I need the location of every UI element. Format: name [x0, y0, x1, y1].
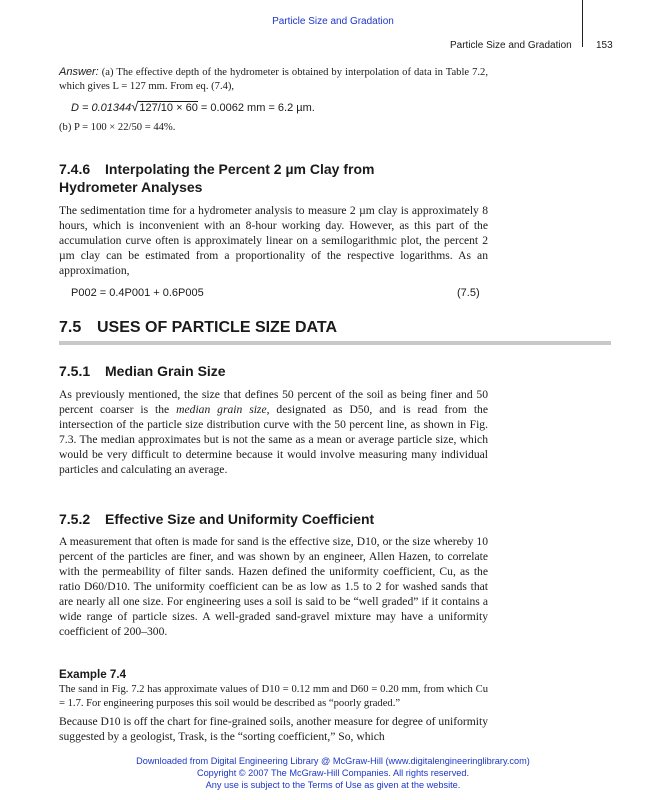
section-title: USES OF PARTICLE SIZE DATA	[97, 319, 338, 336]
answer-eq-lhs: D = 0.01344	[71, 102, 132, 114]
section-heading-7-5-1	[59, 362, 226, 380]
paragraph-text: As previously mentioned, the size that defines 50 percent of the soil as being finer and 50 percent coarser is the	[59, 388, 488, 416]
section-heading-7-5	[59, 319, 337, 337]
footer-terms-link[interactable]: Any use is subject to the Terms of Use as given at the website.	[205, 780, 461, 790]
paragraph-7-5-1	[59, 387, 488, 477]
page-number: 153	[596, 40, 613, 51]
footer-copyright: Copyright © 2007 The McGraw-Hill Companies. All rights reserved.	[196, 768, 470, 778]
answer-text-b: (b) P = 100 × 22/50 = 44%.	[59, 122, 176, 133]
section-number: 7.5.2	[59, 511, 91, 527]
section-rule	[59, 341, 611, 345]
answer-eq-radicand: 127/10 × 60	[139, 102, 198, 114]
section-title: Median Grain Size	[105, 363, 226, 379]
paragraph-7-5-2: A measurement that often is made for sand is the effective size, D10, or the size whereby 10 percent of the particles are finer, and was shown by an engineer, Allen Hazen, to correlate with the permeability of filter sands. Hazen defined the uniformity coefficient, Cu, as the ratio D60/D10. The uniformity coefficient can be as low as 1.5 to 2 for washed sands that are nearly all one size. For engineering uses a soil is said to be “well graded” if it contains a wide range of particle sizes. A well-graded sand-gravel mixture may have a uniformity coefficient of 200–300.	[59, 535, 488, 638]
section-number: 7.4.6	[59, 161, 91, 177]
section-heading-7-4-6	[59, 160, 374, 196]
paragraph-text: , designated as D50, and is read from the intersection of the particle size distribution curve with the 50 percent line, as shown in Fig. 7.3. The median approximates but is not the same as a mean or average particle size, which would be very difficult to determine because it would involve measuring many individual particles and calculating an average.	[59, 403, 488, 476]
answer-paragraph	[59, 65, 488, 94]
answer-label: Answer:	[59, 66, 99, 78]
section-number: 7.5	[59, 319, 82, 336]
answer-equation: D = 0.01344√127/10 × 60 = 0.0062 mm = 6.2 µm.	[71, 99, 315, 114]
section-title-line1: Interpolating the Percent 2 µm Clay from	[105, 161, 375, 177]
answer-eq-rhs: = 0.0062 mm = 6.2 µm.	[200, 102, 315, 114]
paragraph-7-4-6: The sedimentation time for a hydrometer analysis to measure 2 µm clay is approximately 8 hours, which is inconvenient with an 8-hour working day. However, as this part of the accumulation curve often is approximately linear on a semilogarithmic plot, the percent 2 µm clay can be estimated from a proportionality of the respective logarithms. As an approximation,	[59, 204, 488, 277]
section-title-line2: Hydrometer Analyses	[59, 179, 203, 195]
header-rule	[582, 0, 583, 47]
footer-download-link[interactable]: Downloaded from Digital Engineering Library @ McGraw-Hill (www.digitalengineeringlibrary.com)	[136, 756, 530, 766]
equation-number: (7.5)	[457, 287, 480, 299]
section-title: Effective Size and Uniformity Coefficient	[105, 511, 375, 527]
answer-text-a: (a) The effective depth of the hydrometer is obtained by interpolation of data in Table 7.2, which gives L = 127 mm. From eq. (7.4),	[59, 67, 488, 92]
following-paragraph: Because D10 is off the chart for fine-grained soils, another measure for degree of uniformity suggested by a geologist, Trask, is the “sorting coefficient,” So, which	[59, 715, 488, 743]
running-header: Particle Size and Gradation	[450, 40, 572, 51]
section-heading-7-5-2	[59, 510, 374, 528]
median-grain-size-term: median grain size	[176, 403, 267, 416]
section-number: 7.5.1	[59, 363, 91, 379]
equation-7-5: P002 = 0.4P001 + 0.6P005	[71, 287, 204, 299]
example-title: Example 7.4	[59, 668, 127, 681]
top-link[interactable]: Particle Size and Gradation	[272, 16, 394, 27]
example-text: The sand in Fig. 7.2 has approximate values of D10 = 0.12 mm and D60 = 0.20 mm, from which Cu = 1.7. For engineering purposes this soil would be described as “poorly graded.”	[59, 684, 488, 709]
